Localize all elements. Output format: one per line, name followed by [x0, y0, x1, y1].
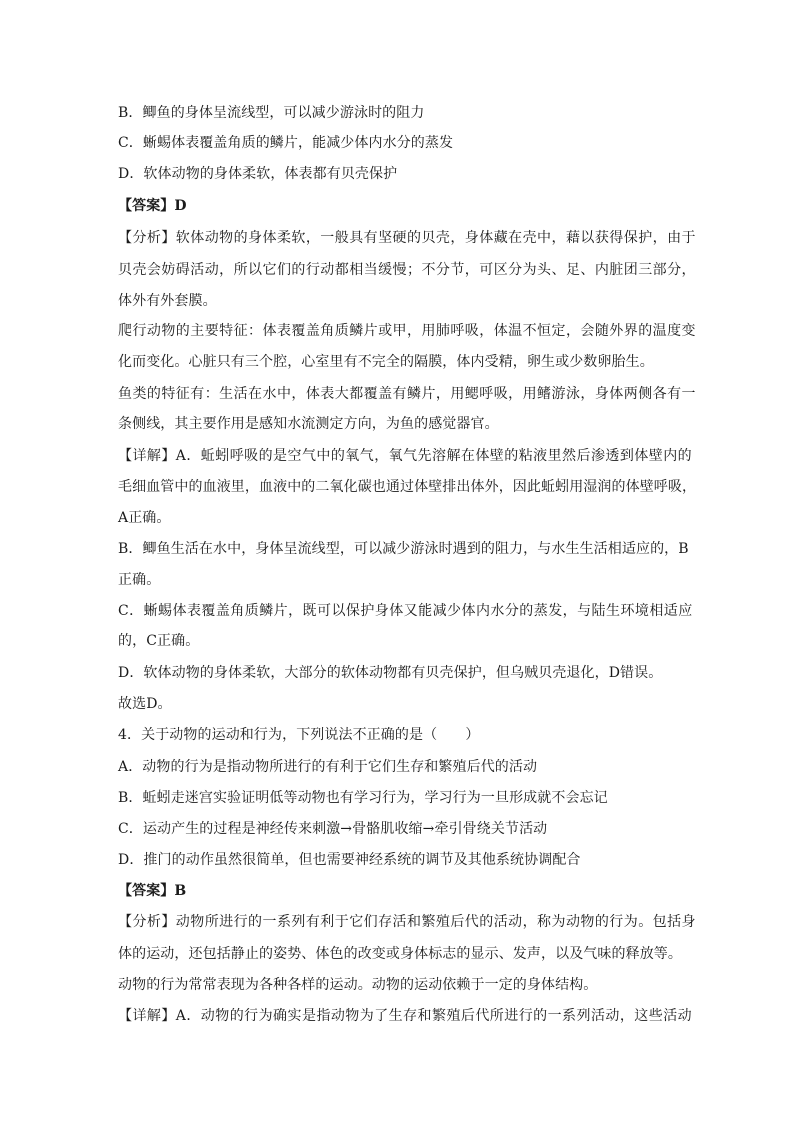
- option-d: D．软体动物的身体柔软，体表都有贝壳保护: [118, 166, 398, 182]
- explanation-line: 正确。: [118, 572, 161, 588]
- analysis-line: 鱼类的特征有：生活在水中，体表大都覆盖有鳞片，用鳃呼吸，用鳍游泳，身体两侧各有一: [118, 386, 696, 402]
- option-c: C．蜥蜴体表覆盖角质的鳞片，能减少体内水分的蒸发: [118, 135, 454, 151]
- analysis-line: 【分析】软体动物的身体柔软，一般具有坚硬的贝壳，身体藏在壳中，藉以获得保护，由于: [118, 230, 696, 246]
- explanation-line: 【详解】A．动物的行为确实是指动物为了生存和繁殖后代所进行的一系列活动，这些活动: [118, 1008, 693, 1024]
- explanation-line: B．鲫鱼生活在水中，身体呈流线型，可以减少游泳时遇到的阻力，与水生生活相适应的，B: [118, 541, 689, 557]
- q4-option-c: C．运动产生的过程是神经传来刺激→骨骼肌收缩→牵引骨绕关节活动: [118, 821, 548, 837]
- explanation-line: 【详解】A．蚯蚓呼吸的是空气中的氧气，氧气先溶解在体壁的粘液里然后渗透到体壁内的: [118, 448, 693, 464]
- explanation-line: A正确。: [118, 510, 171, 526]
- explanation-line: 的，C正确。: [118, 633, 200, 649]
- answer-label: 【答案】B: [118, 883, 187, 899]
- analysis-line: 动物的行为常常表现为各种各样的运动。动物的运动依赖于一定的身体结构。: [118, 977, 598, 993]
- analysis-line: 体的运动，还包括静止的姿势、体色的改变或身体标志的显示、发声，以及气味的释放等。: [118, 946, 682, 962]
- q4-option-a: A．动物的行为是指动物所进行的有利于它们生存和繁殖后代的活动: [118, 759, 538, 775]
- explanation-line: D．软体动物的身体柔软，大部分的软体动物都有贝壳保护，但乌贼贝壳退化，D错误。: [118, 665, 663, 681]
- q4-option-b: B．蚯蚓走迷宫实验证明低等动物也有学习行为，学习行为一旦形成就不会忘记: [118, 790, 608, 806]
- analysis-line: 贝壳会妨碍活动，所以它们的行动都相当缓慢；不分节，可区分为头、足、内脏团三部分，: [118, 262, 696, 278]
- conclusion-line: 故选D。: [118, 696, 172, 712]
- explanation-line: C．蜥蜴体表覆盖角质鳞片，既可以保护身体又能减少体内水分的蒸发，与陆生环境相适应: [118, 603, 693, 619]
- explanation-line: 毛细血管中的血液里，血液中的二氧化碳也通过体壁排出体外，因此蚯蚓用湿润的体壁呼吸，: [118, 479, 697, 495]
- analysis-line: 条侧线，其主要作用是感知水流测定方向，为鱼的感觉器官。: [118, 416, 499, 432]
- analysis-line: 体外有外套膜。: [118, 293, 217, 309]
- q4-option-d: D．推门的动作虽然很简单，但也需要神经系统的调节及其他系统协调配合: [118, 852, 581, 868]
- analysis-line: 化而变化。心脏只有三个腔，心室里有不完全的隔膜，体内受精，卵生或少数卵胎生。: [118, 354, 654, 370]
- answer-label: 【答案】D: [118, 198, 187, 214]
- question-4-stem: 4．关于动物的运动和行为，下列说法不正确的是（ ）: [118, 727, 480, 743]
- analysis-line: 【分析】动物所进行的一系列有利于它们存活和繁殖后代的活动，称为动物的行为。包括身: [118, 914, 696, 930]
- option-b: B．鲫鱼的身体呈流线型，可以减少游泳时的阻力: [118, 105, 425, 121]
- analysis-line: 爬行动物的主要特征：体表覆盖角质鳞片或甲，用肺呼吸，体温不恒定，会随外界的温度变: [118, 323, 696, 339]
